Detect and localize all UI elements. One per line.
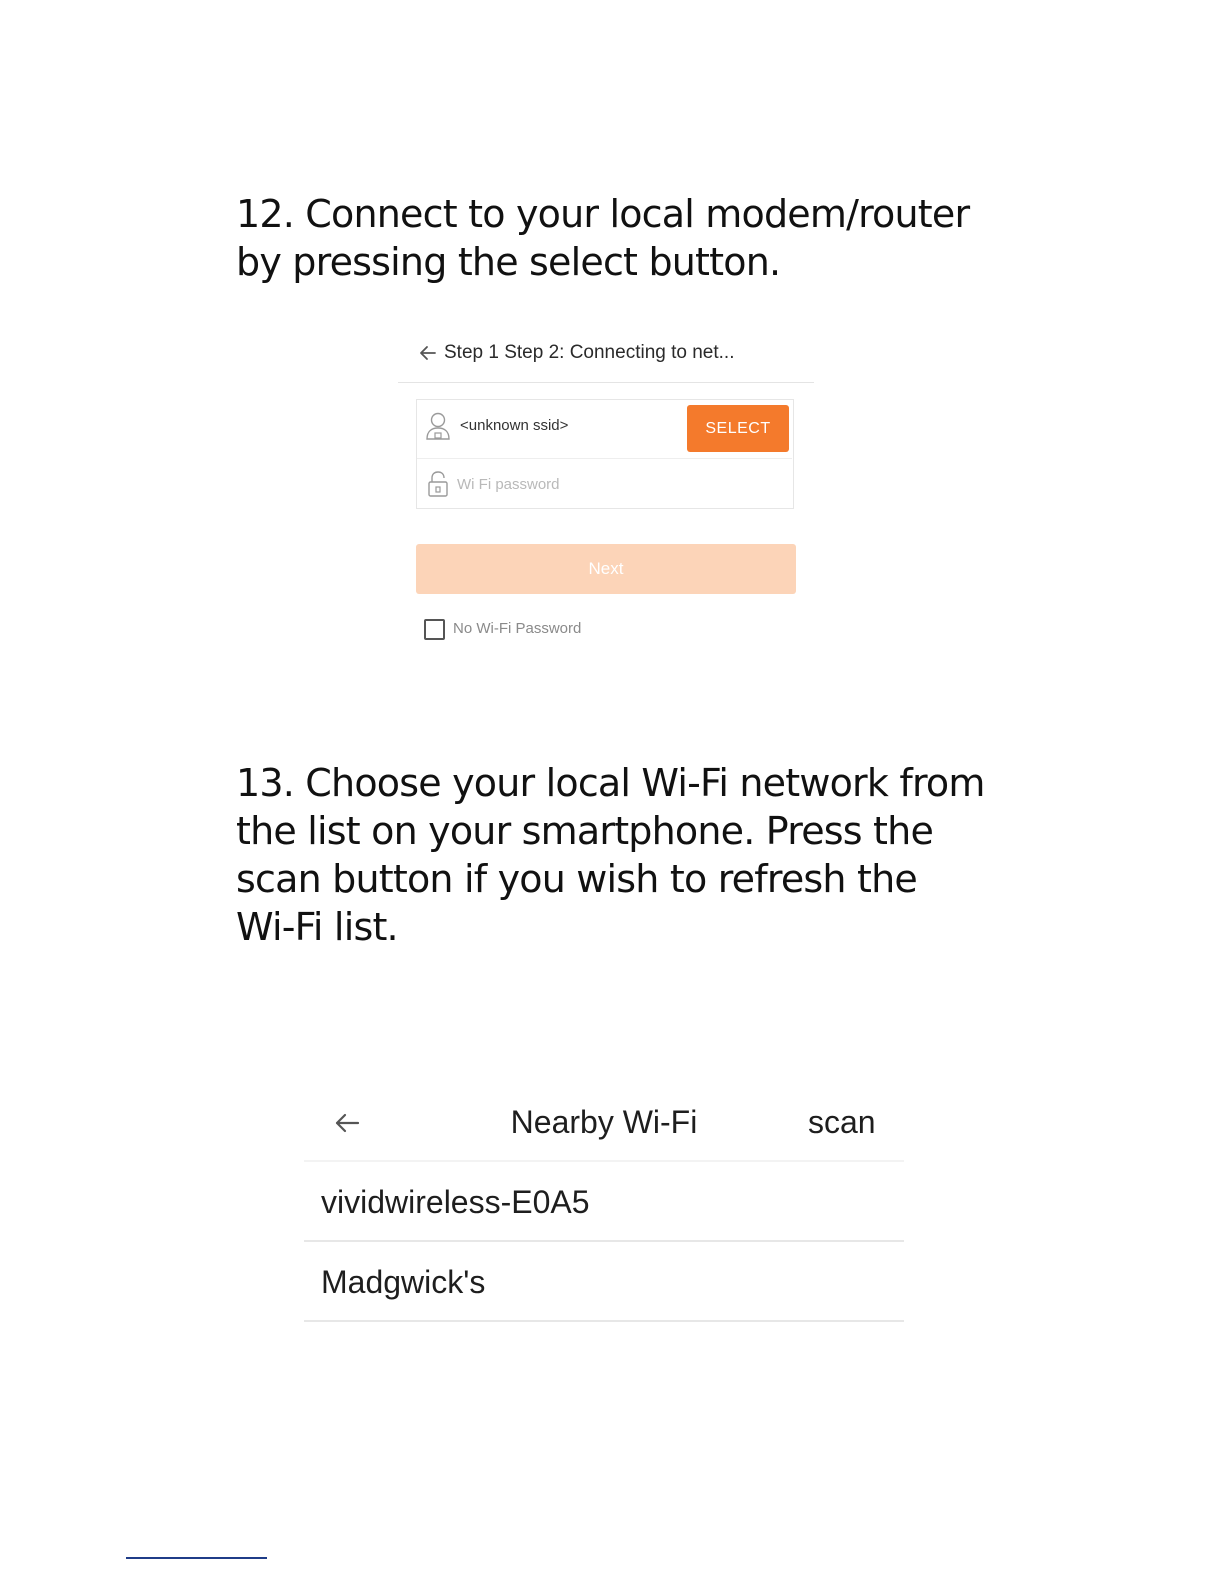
connect-header-title: Step 1 Step 2: Connecting to net... xyxy=(444,342,735,363)
wifi-network-list xyxy=(304,1162,904,1322)
wifi-network-name: vividwireless-E0A5 xyxy=(321,1184,590,1220)
nearby-wifi-header xyxy=(304,1088,904,1162)
instruction-line: the list on your smartphone. Press the xyxy=(236,809,934,853)
instruction-line: Wi-Fi list. xyxy=(236,905,398,949)
step-12-instruction xyxy=(236,190,996,286)
wifi-network-item[interactable] xyxy=(304,1162,904,1242)
ssid-value: <unknown ssid> xyxy=(460,417,569,434)
next-button[interactable]: Next xyxy=(416,544,796,594)
connect-header xyxy=(398,330,814,383)
user-icon xyxy=(425,411,451,441)
select-button[interactable]: SELECT xyxy=(687,405,789,452)
connect-network-screenshot xyxy=(398,330,814,660)
nearby-wifi-screenshot xyxy=(304,1088,904,1324)
no-password-checkbox[interactable] xyxy=(424,619,445,640)
instruction-line: 12. Connect to your local modem/router xyxy=(236,192,970,236)
step-13-instruction xyxy=(236,759,996,951)
wifi-credentials-form xyxy=(416,399,794,509)
wifi-network-item[interactable] xyxy=(304,1242,904,1322)
instruction-line: 13. Choose your local Wi-Fi network from xyxy=(236,761,985,805)
scan-button[interactable]: scan xyxy=(808,1104,876,1140)
lock-icon xyxy=(426,470,450,498)
password-row xyxy=(417,458,792,508)
footer-divider xyxy=(126,1557,267,1559)
nearby-wifi-title: Nearby Wi-Fi xyxy=(510,1104,698,1140)
wifi-password-input[interactable] xyxy=(457,470,777,498)
instruction-line: scan button if you wish to refresh the xyxy=(236,857,917,901)
instruction-line: by pressing the select button. xyxy=(236,240,781,284)
ssid-row xyxy=(417,400,792,459)
back-arrow-icon[interactable] xyxy=(418,343,438,363)
no-password-label: No Wi-Fi Password xyxy=(453,620,582,637)
wifi-network-name: Madgwick's xyxy=(321,1264,486,1300)
